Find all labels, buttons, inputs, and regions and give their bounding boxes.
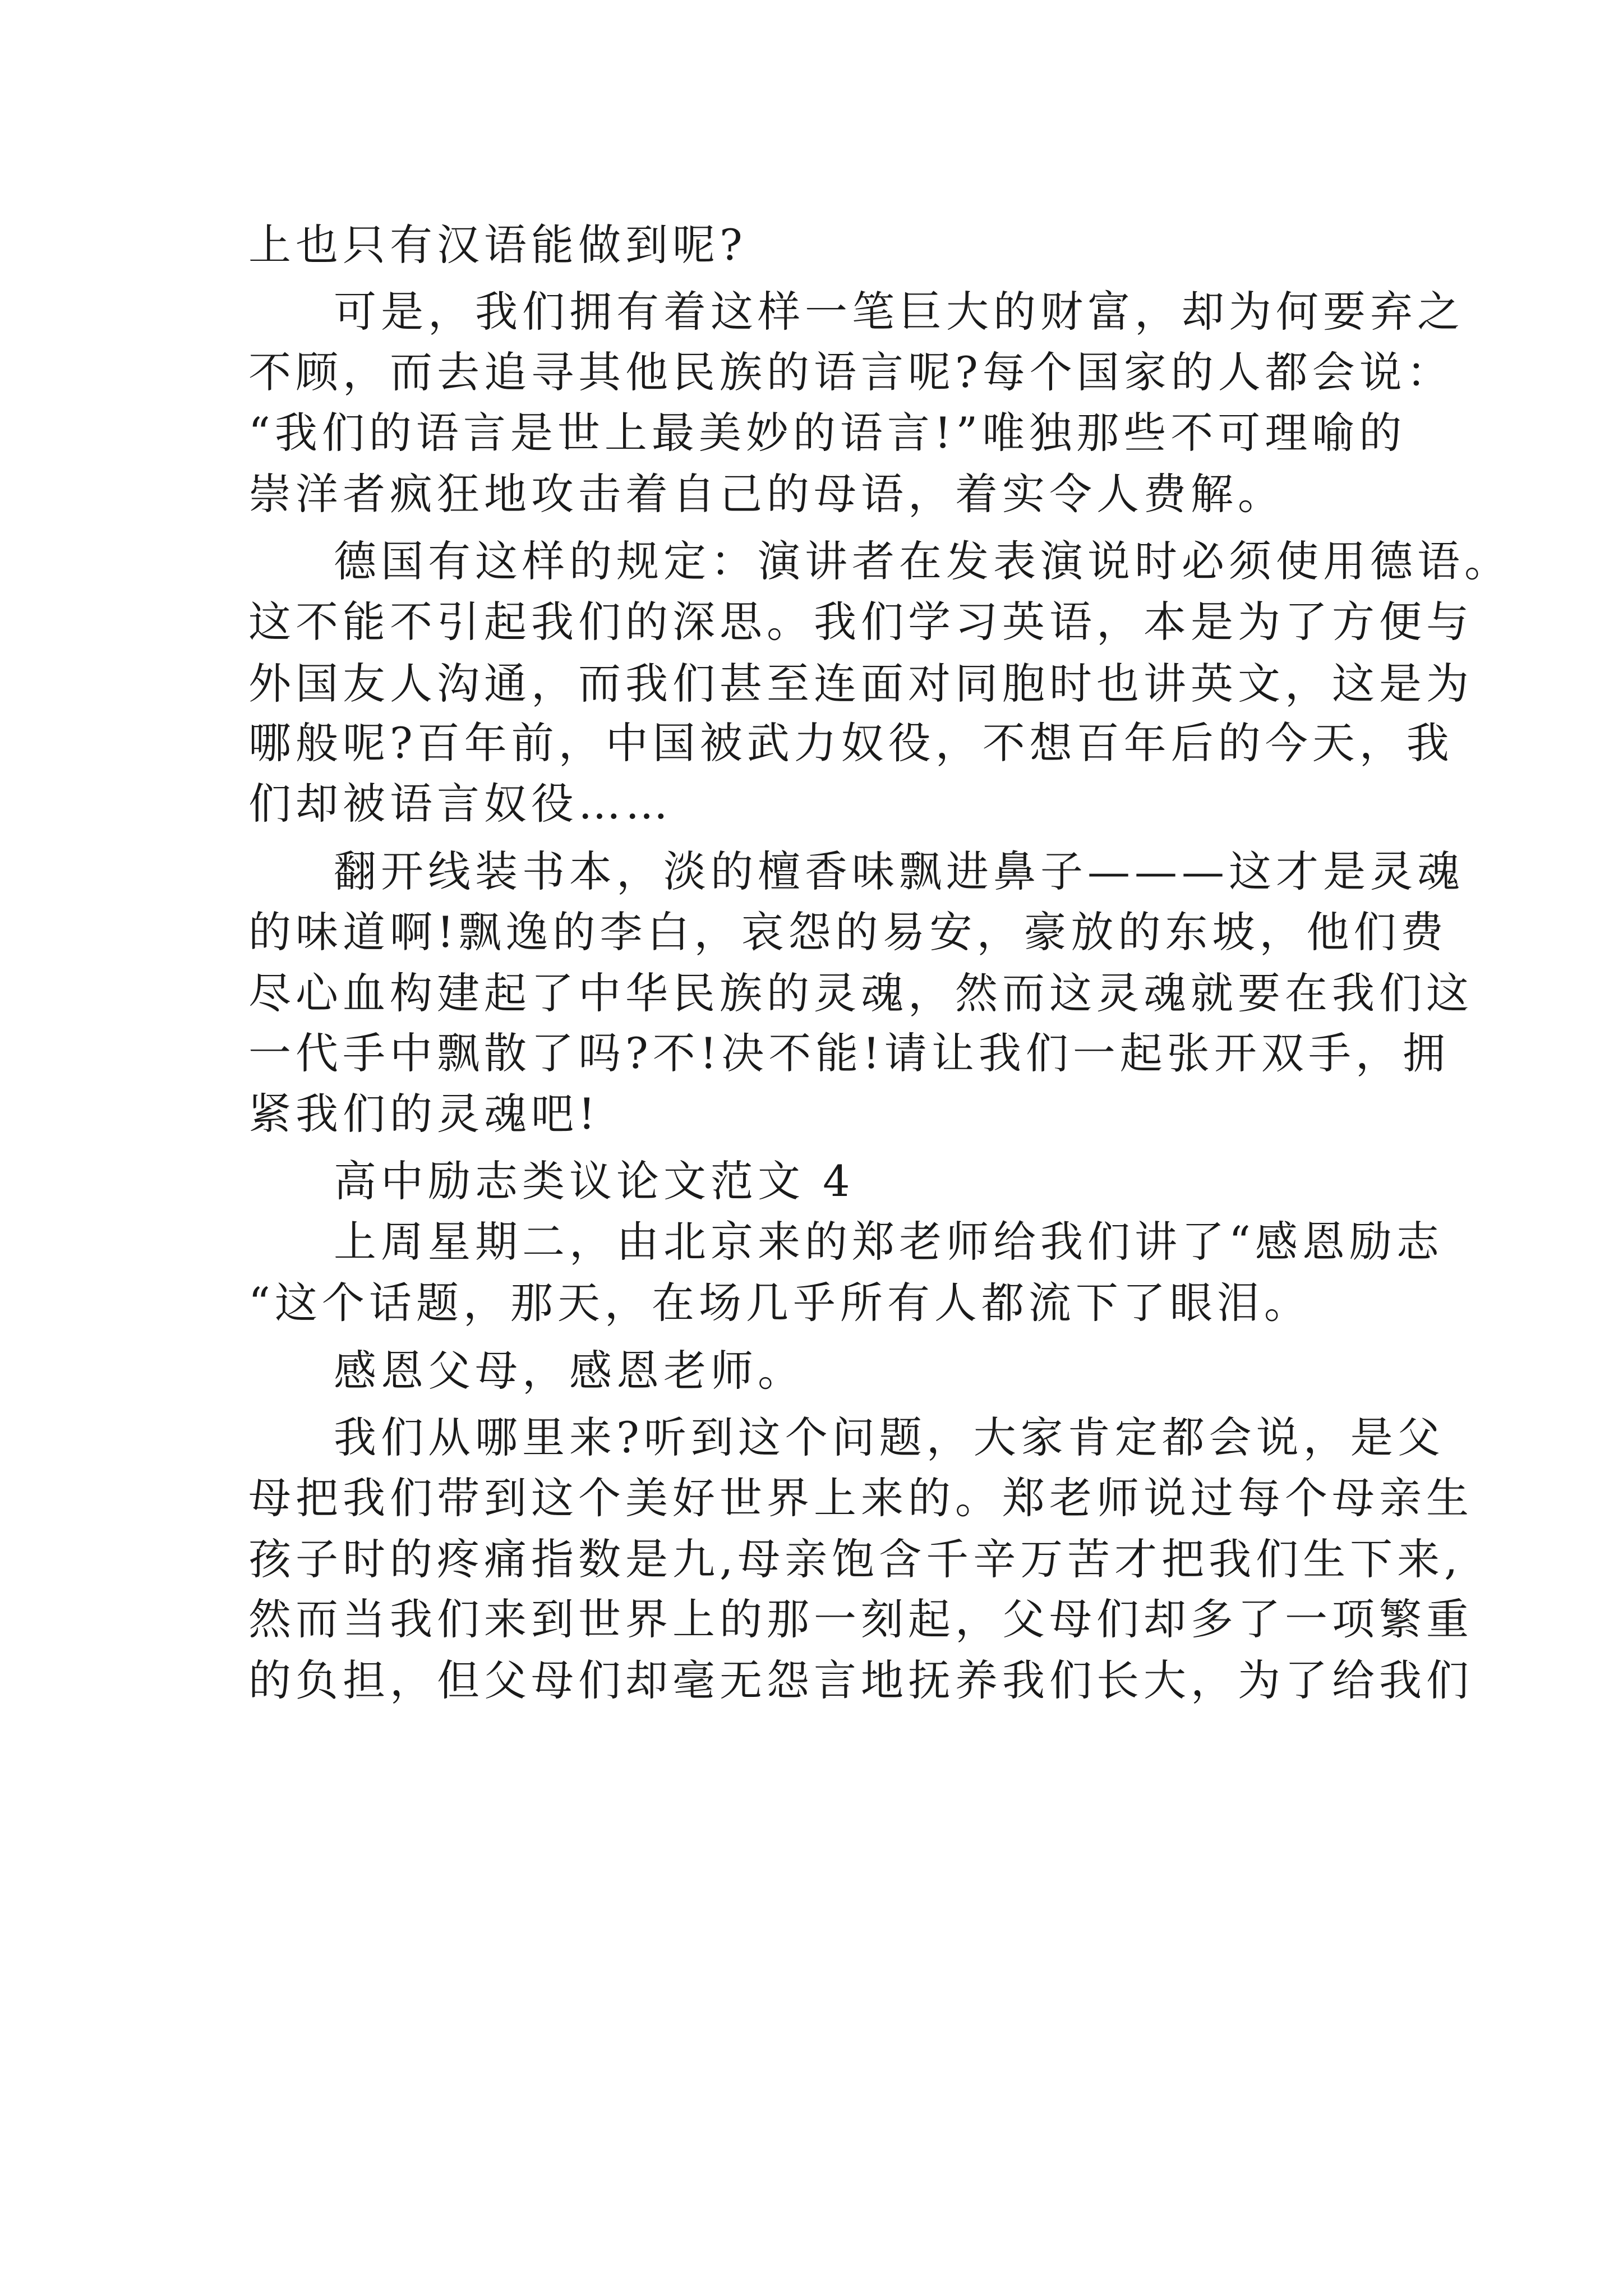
text-line: 们却被语言奴役…… [248, 779, 672, 829]
text-line: 感恩父母，感恩老师。 [334, 1346, 805, 1396]
text-line: 不顾，而去追寻其他民族的语言呢?每个国家的人都会说： [248, 347, 1454, 397]
text-line: 紧我们的灵魂吧! [248, 1089, 600, 1139]
text-line: 外国友人沟通，而我们甚至连面对同胞时也讲英文，这是为 [248, 659, 1473, 708]
section-heading: 高中励志类议论文范文 4 [334, 1156, 855, 1206]
text-line: 翻开线装书本，淡的檀香味飘进鼻子———这才是灵魂 [334, 846, 1464, 896]
text-line: 崇洋者疯狂地攻击着自己的母语，着实令人费解。 [248, 469, 1285, 519]
text-line: 母把我们带到这个美好世界上来的。郑老师说过每个母亲生 [248, 1473, 1473, 1523]
text-line: 孩子时的疼痛指数是九,母亲饱含千辛万苦才把我们生下来, [248, 1534, 1463, 1584]
text-line: 的负担，但父母们却毫无怨言地抚养我们长大，为了给我们 [248, 1655, 1473, 1705]
text-line: 哪般呢?百年前，中国被武力奴役，不想百年后的今天，我 [248, 718, 1454, 768]
text-line: 可是，我们拥有着这样一笔巨大的财富，却为何要弃之 [334, 287, 1464, 337]
text-line: 的味道啊!飘逸的李白，哀怨的易安，豪放的东坡，他们费 [248, 907, 1448, 957]
text-line: 然而当我们来到世界上的那一刻起，父母们却多了一项繁重 [248, 1594, 1473, 1644]
text-line: 一代手中飘散了吗?不!决不能!请让我们一起张开双手，拥 [248, 1028, 1450, 1078]
text-line: 上周星期二，由北京来的郑老师给我们讲了“感恩励志 [334, 1217, 1444, 1267]
text-line: 上也只有汉语能做到呢? [248, 220, 747, 270]
text-line: “我们的语言是世上最美妙的语言!”唯独那些不可理喻的 [248, 408, 1407, 458]
text-line: 德国有这样的规定：演讲者在发表演说时必须使用德语。 [334, 536, 1511, 586]
text-line: 尽心血构建起了中华民族的灵魂，然而这灵魂就要在我们这 [248, 968, 1473, 1018]
text-line: “这个话题，那天，在场几乎所有人都流下了眼泪。 [248, 1278, 1311, 1328]
text-line: 我们从哪里来?听到这个问题，大家肯定都会说，是父 [334, 1412, 1445, 1462]
text-line: 这不能不引起我们的深思。我们学习英语，本是为了方便与 [248, 597, 1473, 647]
